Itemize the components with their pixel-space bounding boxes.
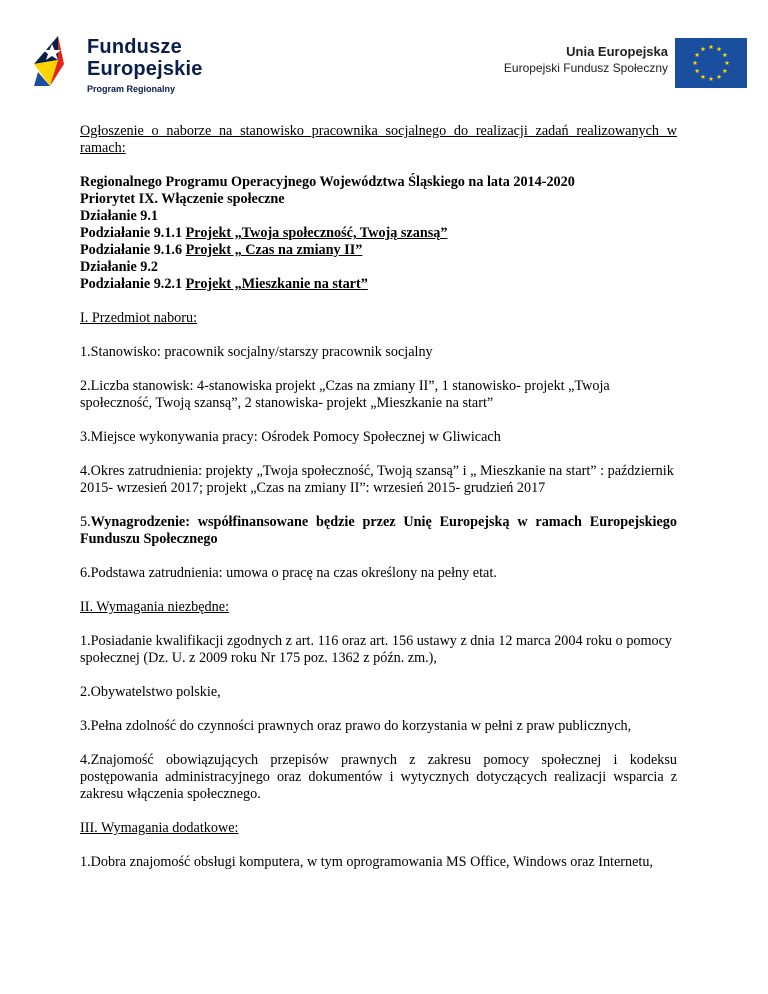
project-link: Projekt „Mieszkanie na start” [185,276,368,292]
action-9-2: Działanie 9.2 [80,259,159,275]
eu-logo-text [504,44,668,76]
subaction-prefix: Podziałanie 9.2.1 [80,276,186,292]
list-item: 3.Pełna zdolność do czynności prawnych oraz prawo do korzystania w pełni z praw publicznych, [80,718,632,734]
logo-title-line2: Europejskie [87,58,203,80]
eu-flag-icon [675,38,747,88]
list-item: 1.Stanowisko: pracownik socjalny/starszy pracownik socjalny [80,344,433,360]
document-body [80,123,677,871]
eu-fund-name: Europejski Fundusz Społeczny [503,61,668,75]
section-heading: I. Przedmiot naboru: [80,310,198,326]
salary-text: Wynagrodzenie: współfinansowane będzie przez Unię Europejską w ramach Europejskiego Funduszu Społecznego [80,514,677,547]
announcement-text: Ogłoszenie o naborze na stanowisko pracownika socjalnego do realizacji zadań realizowanych w ramach: [80,123,677,156]
subaction-9-2-1 [80,276,677,293]
list-item: 3.Miejsce wykonywania pracy: Ośrodek Pomocy Społecznej w Gliwicach [80,429,501,445]
subaction-9-1-1 [80,225,677,242]
section-heading: II. Wymagania niezbędne: [80,599,229,615]
list-item [80,514,677,548]
subaction-prefix: Podziałanie 9.1.6 [80,242,186,258]
page-header [0,0,768,110]
list-item: 1.Dobra znajomość obsługi komputera, w tym oprogramowania MS Office, Windows oraz Internetu, [80,854,653,870]
list-item: 1.Posiadanie kwalifikacji zgodnych z art. 116 oraz art. 156 ustawy z dnia 12 marca 2004 roku o pomocy społecznej (Dz. U. z 2009 roku Nr 175 poz. 1362 z późn. zm.), [80,633,673,666]
project-link: Projekt „Twoja społeczność, Twoją szansą” [185,225,448,241]
priority-line: Priorytet IX. Włączenie społeczne [80,191,285,207]
list-item: 4.Okres zatrudnienia: projekty „Twoja społeczność, Twoją szansą” i „ Mieszkanie na start” : październik 2015- wrzesień 2017; projekt „Czas na zmiany II”: wrzesień 2015- grudzień 2017 [80,463,674,496]
logo-subtitle: Program Regionalny [87,84,176,94]
program-block [80,174,677,293]
list-item: 4.Znajomość obowiązujących przepisów prawnych z zakresu pomocy społecznej i kodeksu postępowania administracyjnego oraz dokumentów i wytycznych dotyczących realizacji wsparcia z zakresu włączenia społecznego. [80,752,677,802]
logo-title-line1: Fundusze [87,36,182,58]
section-heading: III. Wymagania dodatkowe: [80,820,239,836]
item-number: 5. [80,514,91,530]
fundusze-europejskie-logo-text [87,36,203,94]
list-item: 2.Liczba stanowisk: 4-stanowiska projekt „Czas na zmiany II”, 1 stanowisko- projekt „Twoja społeczność, Twoją szansą”, 2 stanowiska- projekt „Mieszkanie na start” [80,378,610,411]
action-9-1: Działanie 9.1 [80,208,159,224]
list-item: 2.Obywatelstwo polskie, [80,684,221,700]
subaction-9-1-6 [80,242,677,259]
project-link: Projekt „ Czas na zmiany II” [185,242,363,258]
program-title: Regionalnego Programu Operacyjnego Województwa Śląskiego na lata 2014-2020 [80,174,575,190]
list-item: 6.Podstawa zatrudnienia: umowa o pracę na czas określony na pełny etat. [80,565,497,581]
subaction-prefix: Podziałanie 9.1.1 [80,225,186,241]
eu-title: Unia Europejska [566,44,668,59]
fundusze-europejskie-logo-icon [28,30,88,90]
